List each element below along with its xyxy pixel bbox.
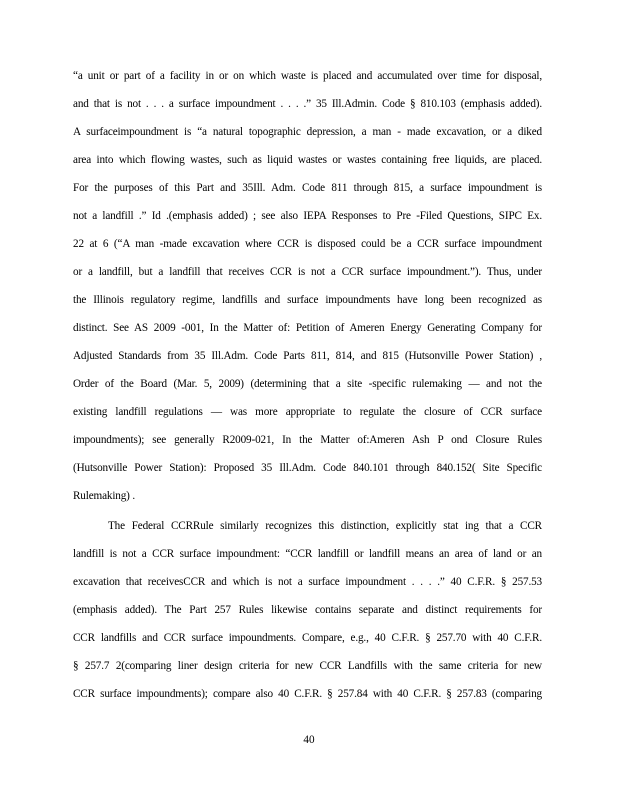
body-text-line: § 257.7 2(comparing liner design criteria for new CCR Landfills with the same criteria for new [73,660,542,672]
body-text-line: A surfaceimpoundment is “a natural topographic depression, a man - made excavation, or a diked [73,126,542,138]
body-text-line: the Illinois regulatory regime, landfills and surface impoundments have long been recognized as [73,294,542,306]
body-text-line: and that is not . . . a surface impoundment . . . .” 35 Ill.Admin. Code § 810.103 (emphasis added). [73,98,542,110]
body-text-line: Order of the Board (Mar. 5, 2009) (determining that a site -specific rulemaking — and not the [73,378,542,390]
body-text-line: CCR surface impoundments); compare also 40 C.F.R. § 257.84 with 40 C.F.R. § 257.83 (comparing [73,688,542,700]
body-text-line: existing landfill regulations — was more appropriate to regulate the closure of CCR surface [73,406,542,418]
body-text-line: “a unit or part of a facility in or on which waste is placed and accumulated over time for disposal, [73,70,542,82]
body-text-line: not a landfill .” Id .(emphasis added) ; see also IEPA Responses to Pre -Filed Questions, SIPC Ex. [73,210,542,222]
body-text-line: Adjusted Standards from 35 Ill.Adm. Code Parts 811, 814, and 815 (Hutsonville Power Station) , [73,350,542,362]
body-text-line: (emphasis added). The Part 257 Rules likewise contains separate and distinct requirements for [73,604,542,616]
body-text-line: impoundments); see generally R2009-021, In the Matter of:Ameren Ash P ond Closure Rules [73,434,542,446]
body-text-line: Rulemaking) . [73,490,136,502]
body-text-line: (Hutsonville Power Station): Proposed 35 Ill.Adm. Code 840.101 through 840.152( Site Specific [73,462,542,474]
paragraph-first-line: The Federal CCRRule similarly recognizes this distinction, explicitly stat ing that a CCR [108,520,542,532]
page-number: 40 [303,734,315,746]
body-text-line: For the purposes of this Part and 35Ill. Adm. Code 811 through 815, a surface impoundment is [73,182,542,194]
body-text-line: 22 at 6 (“A man -made excavation where CCR is disposed could be a CCR surface impoundment [73,238,542,250]
body-text-line: landfill is not a CCR surface impoundment: “CCR landfill or landfill means an area of land or an [73,548,542,560]
body-text-line: or a landfill, but a landfill that receives CCR is not a CCR surface impoundment.”). Thus, under [73,266,542,278]
body-text-line: CCR landfills and CCR surface impoundments. Compare, e.g., 40 C.F.R. § 257.70 with 40 C.F.R. [73,632,542,644]
body-text-line: distinct. See AS 2009 -001, In the Matter of: Petition of Ameren Energy Generating Company for [73,322,542,334]
body-text-line: area into which flowing wastes, such as liquid wastes or wastes containing free liquids, are placed. [73,154,542,166]
body-text-line: excavation that receivesCCR and which is not a surface impoundment . . . .” 40 C.F.R. § 257.53 [73,576,542,588]
